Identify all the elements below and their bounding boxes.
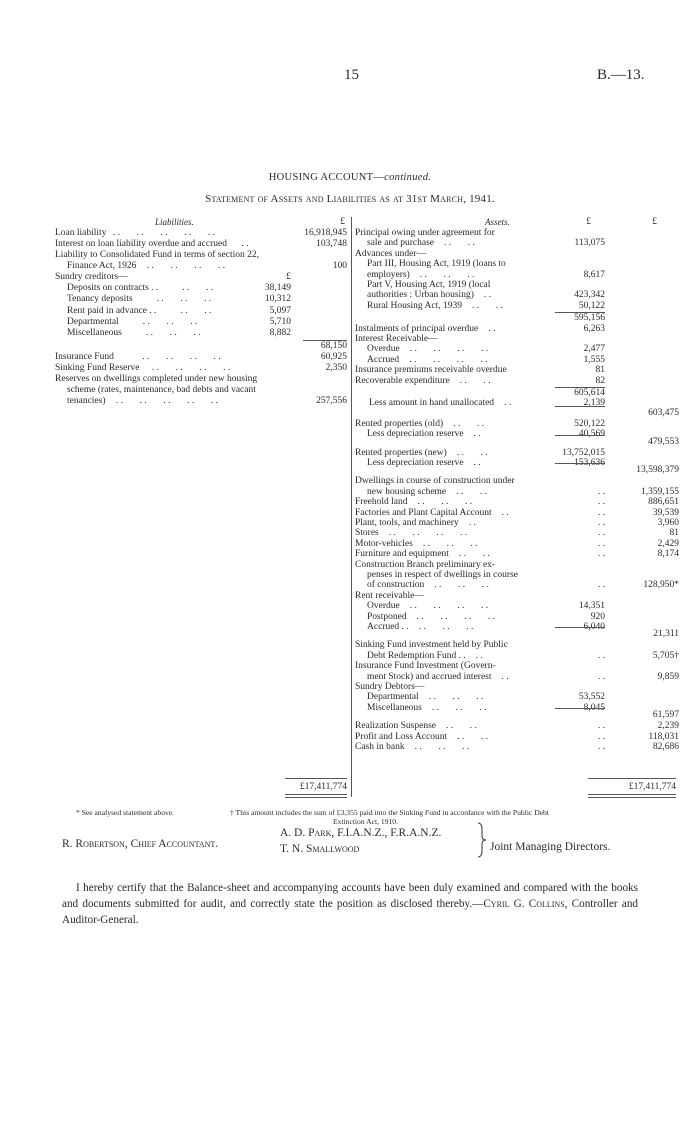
asset-line: Rented properties (new) . . . .: [355, 447, 488, 458]
assets-currency-2: £: [652, 217, 657, 227]
asset-line: authorities : Urban housing) . .: [367, 290, 491, 301]
liability-row: scheme (rates, maintenance, bad debts and vacant: [67, 385, 256, 395]
subtotal-rule: [555, 435, 605, 436]
asset-line: Rural Housing Act, 1939 . . . .: [367, 300, 503, 311]
sundry-creditor-row: Miscellaneous . . . . . .: [67, 328, 201, 339]
balance-sheet: [55, 217, 685, 797]
sundry-creditor-row: Departmental . . . . . .: [67, 316, 198, 327]
asset-line: Departmental . . . . . .: [367, 692, 484, 703]
asset-line: Dwellings in course of construction under: [355, 476, 515, 487]
asset-line: Cash in bank . . . . . .: [355, 742, 470, 752]
asset-amount-col1: . .: [597, 486, 605, 497]
directors-title: Joint Managing Directors.: [490, 841, 611, 853]
asset-amount-col2: 2,429: [657, 538, 679, 549]
statement-subtitle: Statement of Assets and Liabilities as at 31st March, 1941.: [205, 193, 495, 205]
asset-amount-col1: . .: [597, 538, 605, 549]
asset-amount-col1: 520,122: [574, 418, 605, 429]
asset-amount-col2: 3,960: [657, 518, 679, 528]
column-divider: [351, 217, 352, 797]
liability-row: Sundry creditors—: [55, 272, 128, 282]
asset-line: of construction . . . . . .: [367, 580, 489, 591]
asset-amount-col1: 14,351: [578, 601, 605, 612]
liability-row: Insurance Fund . . . . . . . .: [55, 352, 221, 362]
asset-amount-col2: 5,705†: [652, 650, 679, 661]
asset-line: Part V, Housing Act, 1919 (local: [367, 280, 491, 290]
account-title-text: HOUSING ACCOUNT—continued.: [268, 172, 432, 183]
document-reference: B.—13.: [597, 67, 645, 83]
director-2-signature: T. N. Smallwood: [280, 843, 360, 855]
asset-line: Debt Redemption Fund . . . .: [367, 650, 483, 661]
footnote-star: * See analysed statement above.: [76, 808, 175, 817]
asset-amount-col2: 39,539: [652, 507, 679, 518]
asset-amount-col2: 479,553: [648, 436, 679, 447]
asset-amount-col2: 603,475: [648, 407, 679, 418]
asset-amount-col1: . .: [597, 507, 605, 518]
asset-line: Recoverable expenditure . . . .: [355, 375, 491, 386]
liability-row: Loan liability . . . . . . . . . .: [55, 228, 215, 238]
asset-line: Factories and Plant Capital Account . .: [355, 507, 509, 518]
asset-amount-col1: 605,614: [574, 388, 605, 398]
sundry-creditor-row: Tenancy deposits . . . . . .: [67, 294, 212, 305]
asset-amount-col2: 8,174: [657, 549, 679, 560]
asset-amount-col1: . .: [597, 731, 605, 742]
liability-row: Finance Act, 1926 . . . . . . . .: [67, 261, 226, 271]
asset-amount-col1: . .: [597, 671, 605, 682]
liability-row: Liability to Consolidated Fund in terms of section 22,: [55, 250, 259, 260]
asset-line: Profit and Loss Account . . . .: [355, 731, 488, 742]
asset-line: Realization Suspense . . . .: [355, 721, 477, 732]
page-number: 15: [344, 67, 359, 83]
sundry-creditor-amount: 38,149: [264, 283, 291, 293]
certificate-text: I hereby certify that the Balance-sheet and accompanying accounts have been duly examined and compared with the books and documents submitted for audit, and correctly state the position as disclosed thereby.—: [62, 882, 638, 910]
liability-amount: 60,925: [320, 352, 347, 362]
liability-row: tenancies) . . . . . . . . . .: [67, 396, 219, 406]
asset-line: Furniture and equipment . . . .: [355, 549, 490, 560]
asset-line: Insurance premiums receivable overdue: [355, 365, 507, 376]
auditor-certificate: [62, 880, 638, 928]
asset-amount-col1: 53,552: [578, 692, 605, 703]
asset-line: ment Stock) and accrued interest . .: [367, 671, 509, 682]
liability-amount: 68,150: [320, 341, 347, 351]
asset-amount-col2: 21,311: [653, 629, 679, 640]
asset-line: new housing scheme . . . .: [367, 486, 488, 497]
subtotal-rule: [555, 406, 605, 407]
asset-amount-col1: 6,263: [583, 323, 605, 334]
asset-amount-col1: 1,555: [583, 354, 605, 365]
assets-total: £17,411,774: [628, 782, 676, 792]
asset-line: Motor-vehicles . . . . . .: [355, 538, 478, 549]
liability-amount: 103,748: [316, 239, 347, 249]
liabilities-heading: Liabilities.: [155, 217, 194, 227]
asset-amount-col1: 920: [590, 611, 605, 622]
account-title: [0, 172, 700, 183]
asset-line: Part III, Housing Act, 1919 (loans to: [367, 259, 506, 270]
asset-line: Accrued . . . . . . . .: [367, 354, 488, 365]
asset-line: Less amount in hand unallocated . .: [369, 398, 512, 409]
asset-amount-col1: 82: [595, 375, 605, 386]
sundry-creditor-amount: 10,312: [264, 294, 291, 305]
sundry-creditor-row: Deposits on contracts . . . . . .: [67, 283, 214, 293]
sundry-creditor-amount: 5,710: [269, 316, 291, 327]
asset-line: Construction Branch preliminary ex-: [355, 559, 496, 570]
asset-amount-col2: 61,597: [652, 710, 679, 721]
sundry-creditor-amount: 8,882: [269, 328, 291, 339]
liability-amount: 257,556: [316, 396, 347, 406]
liabilities-total: £17,411,774: [299, 782, 347, 792]
sundry-creditor-amount: 5,097: [269, 305, 291, 316]
asset-amount-col1: 50,122: [578, 300, 605, 311]
asset-amount-col2: 1,359,155: [641, 486, 679, 497]
asset-line: Principal owing under agreement for: [355, 228, 495, 238]
liabilities-currency: £: [340, 217, 345, 227]
asset-line: Less depreciation reserve . .: [367, 429, 481, 440]
asset-line: Sundry Debtors—: [355, 682, 425, 692]
director-1-signature: A. D. Park, F.I.A.N.Z., F.R.A.N.Z.: [280, 827, 442, 839]
asset-amount-col1: 595,156: [574, 313, 605, 324]
asset-amount-col1: . .: [597, 650, 605, 661]
liability-row: Interest on loan liability overdue and accrued . .: [55, 239, 249, 249]
subtotal-rule: [555, 463, 605, 464]
asset-line: employers) . . . . . .: [367, 269, 475, 280]
sundry-creditor-row: Rent paid in advance . . . . . .: [67, 305, 212, 316]
auditor-title: , Controller and Auditor-General.: [62, 898, 639, 926]
total-rule: [588, 778, 676, 779]
asset-line: Insurance Fund Investment (Govern-: [355, 661, 496, 672]
asset-amount-col2: 9,859: [657, 671, 679, 682]
footnote-dagger-2: Extinction Act, 1910.: [333, 817, 398, 826]
total-double-rule: [588, 794, 676, 798]
asset-line: penses in respect of dwellings in course: [367, 570, 518, 580]
asset-amount-col1: 40,569: [578, 429, 605, 440]
asset-line: Instalments of principal overdue . .: [355, 323, 496, 334]
asset-amount-col1: 2,477: [583, 344, 605, 355]
asset-line: Rent receivable—: [355, 590, 424, 601]
asset-line: Stores . . . . . . . .: [355, 528, 468, 539]
asset-amount-col1: 2,139: [583, 398, 605, 409]
auditor-name: Cyril G. Collins: [483, 898, 565, 910]
liability-amount: 100: [332, 261, 347, 271]
asset-amount-col1: 113,075: [574, 238, 605, 249]
asset-line: Overdue . . . . . . . .: [367, 601, 489, 612]
asset-amount-col2: 118,031: [648, 731, 679, 742]
asset-line: Sinking Fund investment held by Public: [355, 640, 508, 651]
asset-amount-col1: 8,045: [583, 702, 605, 713]
asset-amount-col1: . .: [597, 518, 605, 528]
asset-amount-col1: 13,752,015: [562, 447, 605, 458]
assets-currency-1: £: [586, 217, 591, 227]
liability-row: Reserves on dwellings completed under new housing: [55, 374, 258, 384]
total-double-rule: [285, 794, 347, 798]
asset-line: sale and purchase . . . .: [367, 238, 475, 249]
asset-amount-col1: 153,636: [574, 458, 605, 468]
asset-amount-col1: 423,342: [574, 290, 605, 301]
asset-line: Advances under—: [355, 248, 426, 259]
asset-line: Less depreciation reserve . .: [367, 458, 481, 468]
asset-amount-col1: 81: [595, 365, 605, 376]
asset-amount-col2: 886,651: [648, 497, 679, 508]
asset-amount-col1: . .: [597, 580, 605, 591]
asset-amount-col2: 82,686: [652, 742, 679, 752]
liability-amount: 16,918,945: [304, 228, 347, 238]
asset-line: Freehold land . . . . . .: [355, 497, 473, 508]
asset-amount-col2: 2,239: [657, 721, 679, 732]
asset-amount-col2: 81: [669, 528, 679, 539]
asset-amount-col1: . .: [597, 528, 605, 539]
asset-amount-col1: . .: [597, 721, 605, 732]
asset-amount-col1: 8,617: [583, 269, 605, 280]
asset-line: Miscellaneous . . . . . .: [367, 702, 487, 713]
chief-accountant-signature: R. Robertson, Chief Accountant.: [62, 838, 219, 850]
asset-amount-col2: 13,598,379: [636, 465, 679, 476]
asset-line: Rented properties (old) . . . .: [355, 418, 484, 429]
total-rule: [285, 778, 347, 779]
brace-icon: [477, 822, 487, 858]
assets-heading: Assets.: [485, 217, 510, 227]
asset-amount-col1: . .: [597, 742, 605, 752]
asset-line: Overdue . . . . . . . .: [367, 344, 489, 355]
asset-line: Accrued . . . . . . . .: [367, 622, 474, 632]
liability-amount: 2,350: [325, 363, 347, 373]
asset-line: Plant, tools, and machinery . .: [355, 518, 476, 528]
asset-line: Interest Receivable—: [355, 334, 438, 344]
footnote-dagger-1: † This amount includes the sum of £3,355 paid into the Sinking Fund in accordance with the Public Debt: [230, 808, 549, 817]
subtotal-rule: [555, 627, 605, 628]
subtotal-rule: [555, 708, 605, 709]
asset-amount-col1: 6,040: [583, 622, 605, 632]
asset-amount-col2: 128,950*: [643, 580, 679, 591]
liability-row: Sinking Fund Reserve . . . . . . . .: [55, 363, 231, 373]
asset-amount-col1: . .: [597, 549, 605, 560]
sundry-currency: £: [286, 272, 291, 282]
asset-amount-col1: . .: [597, 497, 605, 508]
asset-line: Postponed . . . . . . . .: [367, 611, 495, 622]
